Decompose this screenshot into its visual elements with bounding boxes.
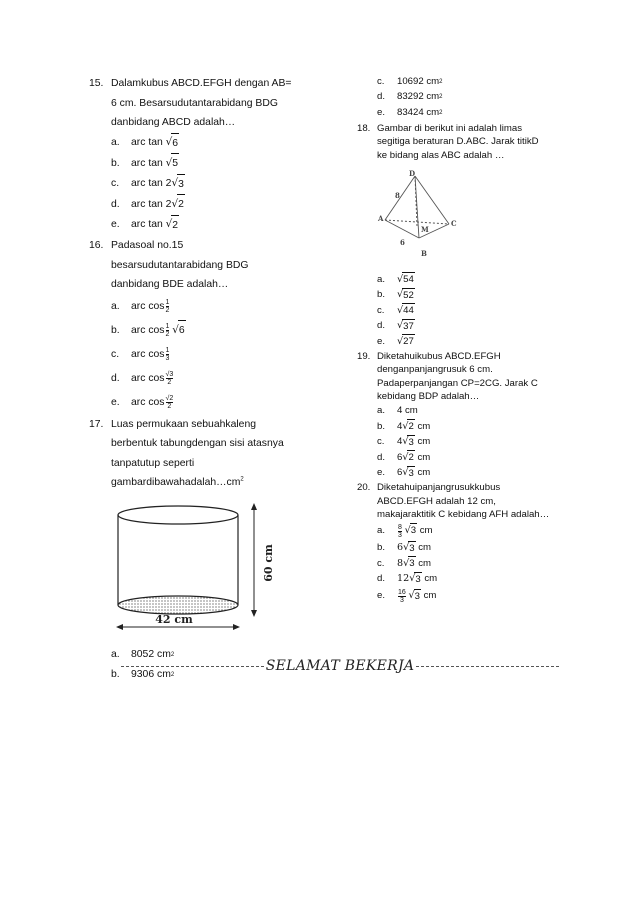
option-15b: b. arc tan √ 5 — [111, 153, 329, 174]
question-17 — [89, 415, 329, 685]
question-text: Luas permukaan sebuahkaleng berbentuk tabungdengan sisi atasnya tanpatutup seperti $gambardibawahadalah\dots cm^2$ — [111, 418, 284, 488]
question-number: 15. — [89, 78, 104, 89]
cylinder-top — [118, 506, 238, 524]
question-15 — [89, 74, 329, 235]
cylinder-base — [118, 596, 238, 614]
question-number: 18. — [357, 122, 371, 134]
option-18a: a. √ 54 — [377, 272, 587, 288]
option-16d: d. arc cos $\frac{√3}{2}$ — [111, 371, 174, 386]
options-18 — [377, 272, 587, 350]
option-18b: b. √ 52 — [377, 288, 587, 304]
option-19e: e. 6 √ 3 cm — [377, 466, 587, 482]
question-number: 16. — [89, 240, 104, 251]
question-16 — [89, 236, 329, 415]
option-20b: b. 6 √ 3 cm — [377, 541, 587, 557]
fraction: $\frac{1}{2}$ — [165, 299, 170, 314]
question-text: Gambar di berikut ini adalah limas segitiga beraturan D.ABC. Jarak titikD ke bidang alas ABC adalah … — [377, 122, 539, 161]
option-20c: c. 8 √ 3 cm — [377, 556, 587, 572]
question-number: 20. — [357, 482, 371, 493]
option-19d: d. 6 √ 2 cm — [377, 450, 587, 466]
options-15 — [111, 133, 329, 236]
option-20d: d. 12 √ 3 cm — [377, 572, 587, 588]
divider — [416, 666, 559, 667]
left-column — [89, 74, 329, 685]
options-20 — [377, 522, 587, 607]
question-17-continued — [357, 74, 587, 121]
question-20 — [357, 481, 587, 606]
options-19 — [377, 404, 587, 482]
option-15c: c. arc tan 2 √ 3 — [111, 174, 329, 195]
closing-line — [121, 658, 559, 674]
option-20a: a. $\frac{8}{3}$ √ 3 cm — [377, 523, 433, 539]
fraction: $\frac{√3}{2}$ — [165, 371, 174, 386]
fraction: $\frac{16}{3}$ — [398, 589, 406, 604]
fraction: $\frac{1}{3}$ — [165, 347, 170, 362]
option-16a: a. arc cos $\frac{1}{2}$ — [111, 299, 170, 314]
question-text: Diketahuipanjangrusukkubus ABCD.EFGH adalah 12 cm, makajaraktitik C kebidang AFH adalah… — [377, 482, 550, 520]
option-15a: a. arc tan √ 6 — [111, 133, 329, 154]
option-19b: b. 4 √ 2 cm — [377, 419, 587, 435]
svg-text:M: M — [421, 225, 429, 234]
right-column — [357, 74, 587, 606]
width-label: 42 cm — [155, 612, 193, 626]
divider — [121, 666, 264, 667]
cylinder-figure — [116, 501, 296, 641]
question-text: Padasoal no.15 besarsudutantarabidang BDG danbidang BDE adalah… — [111, 240, 249, 290]
svg-text:D: D — [409, 169, 416, 178]
pyramid-figure — [377, 168, 457, 260]
option-17b: b. 9306 cm 2 — [111, 668, 175, 680]
question-number: 19. — [357, 350, 371, 362]
question-19 — [357, 350, 587, 482]
option-18c: c. √ 44 — [377, 303, 587, 319]
option-18e: e. √ 27 — [377, 334, 587, 350]
option-15d: d. arc tan 2 √ 2 — [111, 194, 329, 215]
svg-text:6: 6 — [400, 238, 405, 247]
fraction: $\frac{1}{2}$ — [165, 323, 170, 338]
fraction: $\frac{√2}{2}$ — [165, 395, 174, 410]
question-text: Dalamkubus ABCD.EFGH dengan AB= 6 cm. Besarsudutantarabidang BDG danbidang ABCD adalah… — [111, 78, 292, 128]
option-17d: d. 83292 cm 2 — [377, 91, 443, 102]
option-17e: e. 83424 cm 2 — [377, 106, 443, 118]
height-label: 60 cm — [262, 543, 275, 582]
option-18d: d. √ 37 — [377, 319, 587, 335]
option-17a: a. 8052 cm 2 — [111, 648, 175, 660]
closing-text: SELAMAT BEKERJA — [265, 658, 415, 674]
option-15e: e. arc tan √ 2 — [111, 215, 329, 236]
option-17c: c. 10692 cm 2 — [377, 75, 443, 87]
options-16 — [111, 295, 329, 415]
question-number: 17. — [89, 418, 104, 430]
option-19a: a. 4 cm — [377, 405, 418, 416]
option-16e: e. arc cos $\frac{√2}{2}$ — [111, 395, 174, 410]
svg-text:A: A — [378, 214, 384, 223]
option-20e: e. $\frac{16}{3}$ √ 3 cm — [377, 589, 437, 604]
fraction: $\frac{8}{3}$ — [398, 523, 402, 539]
svg-text:C: C — [451, 219, 457, 228]
question-text: Diketahuikubus ABCD.EFGH denganpanjangrusuk 6 cm. Padaperpanjangan CP=2CG. Jarak C kebidang BDP adalah… — [377, 350, 538, 402]
svg-text:8: 8 — [395, 191, 400, 200]
option-16c: c. arc cos $\frac{1}{3}$ — [111, 347, 170, 362]
option-19c: c. 4 √ 3 cm — [377, 435, 587, 451]
option-16b: b. arc cos $\frac{1}{2}$ √ 6 — [111, 319, 329, 343]
question-18 — [357, 122, 587, 350]
svg-text:B: B — [421, 249, 427, 258]
